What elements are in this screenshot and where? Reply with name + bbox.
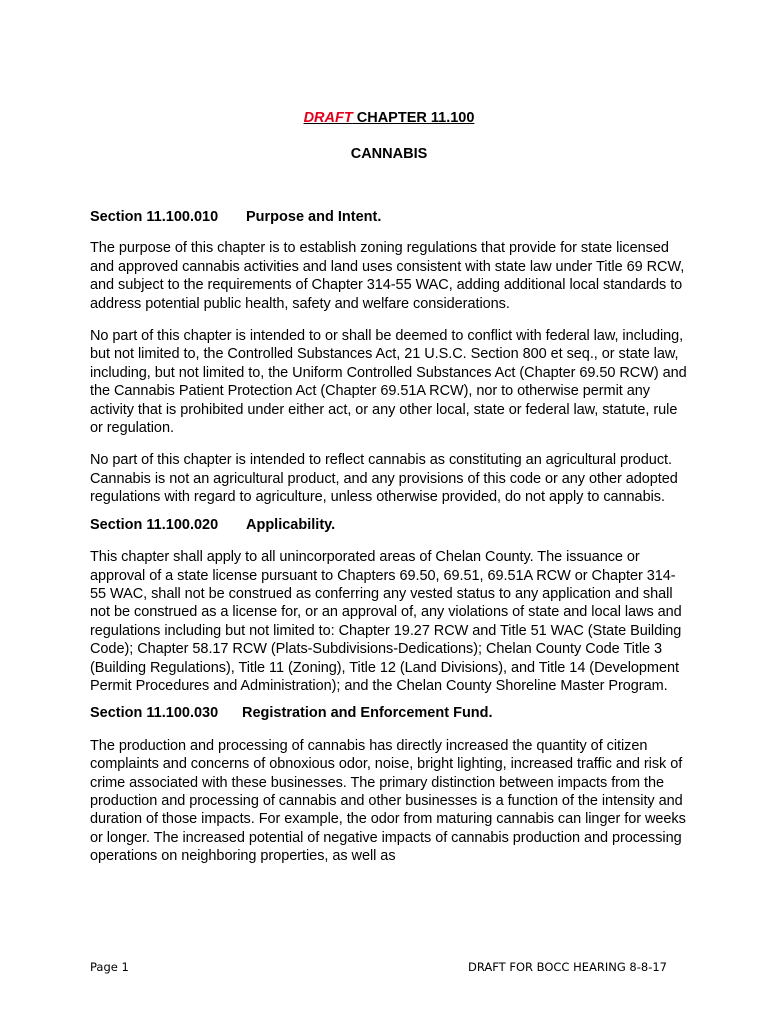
chapter-title <box>0 110 770 126</box>
section-heading <box>90 208 690 226</box>
section-number: Section 11.100.030 <box>90 705 219 722</box>
section-title: Registration and Enforcement Fund. <box>242 705 493 722</box>
section-heading <box>90 704 690 722</box>
chapter-number: CHAPTER 11.100 <box>352 110 475 126</box>
chapter-subtitle: CANNABIS <box>350 146 428 162</box>
paragraph: No part of this chapter is intended to reflect cannabis as constituting an agricultural product. Cannabis is not an agricultural product, and any provisions of this code or any other adopted regulations with regard to agriculture, unless otherwise provided, do not apply to cannabis. <box>90 452 678 506</box>
paragraph: No part of this chapter is intended to or shall be deemed to conflict with federal law, including, but not limited to, the Controlled Substances Act, 21 U.S.C. Section 800 et seq., or state law, including, but not limited to, the Uniform Controlled Substances Act (Chapter 69.50 RCW) and the Cannabis Patient Protection Act (Chapter 69.51A RCW), nor to otherwise permit any activity that is prohibited under either act, or any other local, state or federal law, statute, rule or regulation. <box>90 328 687 437</box>
footer-draft-note: DRAFT FOR BOCC HEARING 8-8-17 <box>467 960 667 974</box>
section-title: Purpose and Intent. <box>246 209 382 225</box>
document-body <box>90 208 690 880</box>
paragraph: This chapter shall apply to all unincorporated areas of Chelan County. The issuance or approval of a state license pursuant to Chapters 69.50, 69.51, 69.51A RCW or Chapter 314-55 WAC, shall not be construed as conferring any vested status to any application and shall not be construed as a license for, or an approval of, any violations of state and local laws and regulations including but not limited to: Chapter 19.27 RCW and Title 51 WAC (State Building Code); Chapter 58.17 RCW (Plats-Subdivisions-Dedications); Chelan County Code Title 3 (Building Regulations), Title 11 (Zoning), Title 12 (Land Divisions), and Title 14 (Development Permit Procedures and Administration); and the Chelan County Shoreline Master Program. <box>90 549 682 694</box>
paragraph: The purpose of this chapter is to establish zoning regulations that provide for state licensed and approved cannabis activities and land uses consistent with state law under Title 69 RCW, and subject to the requirements of Chapter 314-55 WAC, adding additional local standards to address potential public health, safety and welfare considerations. <box>90 240 685 312</box>
page-number: Page 1 <box>90 960 129 974</box>
paragraph: The production and processing of cannabis has directly increased the quantity of citizen complaints and concerns of obnoxious odor, noise, bright lighting, increased traffic and risk of crime associated with these businesses. The primary distinction between impacts from the production and processing of cannabis and other businesses is a function of the intensity and duration of those impacts. For example, the odor from maturing cannabis can linger for weeks or longer. The increased potential of negative impacts of cannabis production and processing operations on neighboring properties, as well as <box>90 737 686 865</box>
draft-label: DRAFT <box>303 110 353 126</box>
section-heading <box>90 516 690 534</box>
section-number: Section 11.100.020 <box>90 516 219 533</box>
section-number: Section 11.100.010 <box>90 209 219 225</box>
section-title: Applicability. <box>246 516 336 533</box>
